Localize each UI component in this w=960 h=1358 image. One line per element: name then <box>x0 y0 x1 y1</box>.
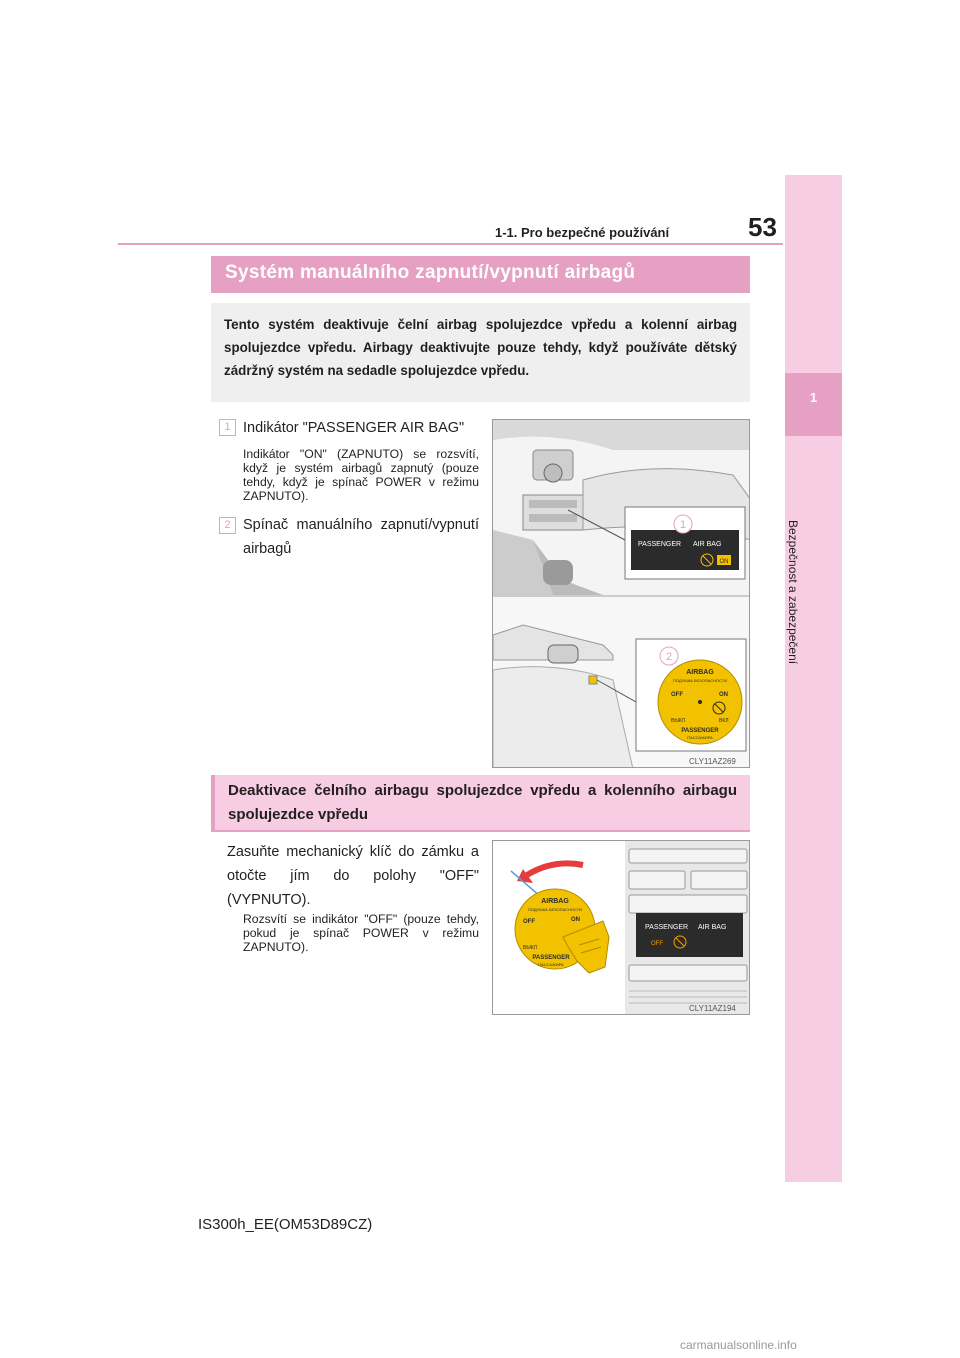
chapter-label: Bezpečnost a zabezpečení <box>786 520 800 665</box>
panel-on-text: ON <box>719 559 729 565</box>
chapter-number: 1 <box>809 390 818 405</box>
panel-off-text: OFF <box>651 941 663 947</box>
switch-vykl-label: ВЫКЛ <box>671 718 685 724</box>
item-number-badge: 1 <box>219 419 236 436</box>
switch-vkl-label: ВКЛ <box>719 718 729 724</box>
dashboard-illustration <box>492 419 750 768</box>
callout-number: 1 <box>679 519 687 531</box>
header-divider <box>118 243 783 245</box>
header-section-title: 1-1. Pro bezpečné používání <box>495 225 670 240</box>
panel-passenger-text: PASSENGER <box>638 541 682 548</box>
switch-passenger-ru-label: ПАССАЖИРА <box>687 735 713 740</box>
subsection-title: Deaktivace čelního airbagu spolujezdce vpředu a kolenního airbagu spolujezdce vpředu <box>211 775 750 832</box>
chapter-side-tab <box>785 175 842 1182</box>
callout-number: 2 <box>665 651 673 663</box>
switch-on-label: ON <box>571 917 580 923</box>
switch-off-label: OFF <box>523 919 535 925</box>
footer-model-code: IS300h_EE(OM53D89CZ) <box>198 1216 373 1233</box>
watermark: carmanualsonline.info <box>680 1338 797 1352</box>
panel-airbag-text: AIR BAG <box>693 541 722 548</box>
item-title: Spínač manuálního zapnutí/vypnutí airbagů <box>243 517 479 557</box>
item-number-badge: 2 <box>219 517 236 534</box>
figure-code: CLY11AZ194 <box>689 1004 736 1013</box>
item-note: Indikátor "ON" (ZAPNUTO) se rozsvítí, když je systém airbagů zapnutý (pouze tehdy, když je spínač POWER v režimu ZAPNUTO). <box>243 447 479 503</box>
switch-turn-illustration <box>492 840 750 1015</box>
switch-turn-drawing <box>493 841 750 1015</box>
switch-on-label: ON <box>719 692 728 698</box>
switch-airbag-label: AIRBAG <box>686 669 714 676</box>
switch-ru-label: ПОДУШКА БЕЗОПАСНОСТИ <box>527 907 583 912</box>
switch-passenger-label: PASSENGER <box>532 955 570 961</box>
intro-box: Tento systém deaktivuje čelní airbag spolujezdce vpředu a kolenní airbag spolujezdce vpředu. Airbagy deaktivujte pouze tehdy, když používáte dětský zádržný systém na sedadle spolujezdce vpředu. <box>211 303 750 402</box>
switch-airbag-label: AIRBAG <box>541 898 569 905</box>
step-text: Zasuňte mechanický klíč do zámku a otočte jím do polohy "OFF" (VYPNUTO). <box>227 844 479 908</box>
panel-airbag-text: AIR BAG <box>698 924 727 931</box>
switch-ru-label: ПОДУШКА БЕЗОПАСНОСТИ <box>672 678 728 683</box>
panel-passenger-text: PASSENGER <box>645 924 689 931</box>
switch-passenger-label: PASSENGER <box>681 728 719 734</box>
dashboard-drawing <box>493 420 750 768</box>
figure-code: CLY11AZ269 <box>689 757 736 766</box>
step-note: Rozsvítí se indikátor "OFF" (pouze tehdy, pokud je spínač POWER v režimu ZAPNUTO). <box>243 912 479 954</box>
section-title: Systém manuálního zapnutí/vypnutí airbagů <box>211 256 750 293</box>
switch-passenger-ru-label: ПАССАЖИРА <box>538 962 564 967</box>
switch-vykl-label: ВЫКЛ <box>523 945 537 951</box>
switch-off-label: OFF <box>671 692 683 698</box>
item-title: Indikátor "PASSENGER AIR BAG" <box>243 420 465 436</box>
page-number: 53 <box>748 212 777 242</box>
